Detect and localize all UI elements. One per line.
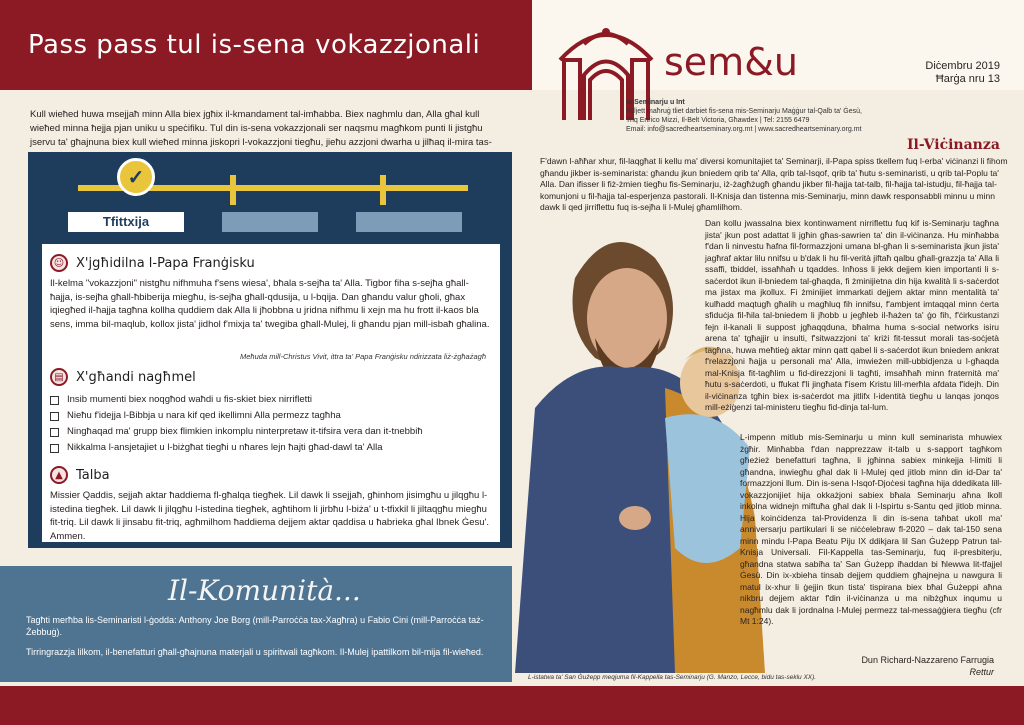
contact-line1: Fuljett maħruġ tliet darbiet fis-sena mis-Seminarju Maġġur tal-Qalb ta' Ġesù, [626, 108, 862, 115]
checklist-item[interactable]: Nieħu f'idejja l-Bibbja u nara kif qed ikellimni Alla permezz tagħha [50, 408, 423, 424]
checkbox[interactable] [50, 428, 59, 437]
checklist-item[interactable]: Insib mumenti biex noqgħod waħdi u fis-skiet biex nirrifletti [50, 392, 423, 408]
book-icon: ▤ [50, 368, 68, 386]
community-section [0, 566, 512, 682]
issue-month: Diċembru 2019 [925, 60, 1000, 72]
header [0, 0, 1024, 90]
community-text [26, 614, 496, 666]
quote-source: Meħuda mill-Christus Vivit, ittra ta' Papa Franġisku ndirizzata liż-żgħażagħ [240, 352, 486, 361]
intro-paragraph: Kull wieħed huwa msejjaħ minn Alla biex jgħix il-kmandament tal-imħabba. Biex naghmlu dan, Alla għal kull wieħed minna ħejja pjan uniku u speċifiku. Tul din is-sena vokazzjonali ser naqsmu magħkom punti li jistgħu jservu ta' għajnuna biex kull wieħed minna jiskopri l-vokazzjoni tiegħu, jieħu azzjoni dwarha u jilħaq il-mira tas- [30, 109, 492, 148]
vicinanza-title: Il-Viċinanza [907, 137, 1000, 153]
contact-org: Is-Seminarju u Int [626, 99, 685, 106]
vicinanza-intro: F'dawn l-aħħar xhur, fil-laqgħat li kellu ma' diversi komunitajiet ta' Seminarji, il-Papa spiss tkellem fuq l-erba' viċinanzi li fihom għandu jikber is-seminarista: għandu jkun bniedem qrib ta' Alla, qrib tal-Isqof, qrib ta' ħutu s-seminaristi, u qrib tal-Poplu ta' Alla. Dan ifisser li fiż-żmien tiegħu fis-Seminarju, iż-żagħżugħ għandu jikber fil-ħajja tat-talb, fil-ħajja tal-istudju, fil-ħajja tal-komunjoni u fil-ħajja tal-esperjenza pastorali. Il-Knisja dan tistenna mis-Seminarju, minn dawk responsabbli minnu u minn dawk li qed jirriflettu fuq is-sejħa li l-Mulej għamlilhom. [540, 156, 1008, 212]
pope-quote-text: Il-kelma "vokazzjoni" nistgħu nifhmuha f'sens wiesa', bħala s-sejħa ta' Alla. Tigbor fiha s-sejħa għall-ħajja, is-sejħa għall-ħbiberija miegħu, is-sejħa għall-qdusija, u l-bqija. Dan għandu valur għoli, għax iqiegħed il-ħajja tagħna kollha quddiem dak Alla li jħobbna u jridna nifhmu li xejn ma hu frott il-kaos bla sens, imma bil-maqlub, kollox jista' jidhol f'mixja ta' twegiba għall-Mulej, li għandu pjan mill-isbaħ għalina. [50, 278, 490, 330]
prayer-section-title: Talba [76, 467, 110, 483]
issue-info [925, 60, 1000, 86]
signature-name: Dun Richard-Nazzareno Farrugia [861, 655, 994, 665]
header-brand-area [532, 0, 1024, 90]
vicinanza-body-1: Dan kollu jwassalna biex kontinwament nirriflettu fuq kif is-Seminarju tagħna jista' jkun post adattat li jgħin għas-sawrien ta' din il-viċinanza. Hu minħabba f'dan li ninvestu ħafna fil-formazzjoni umana bl-għan li s-seminarista jkun jista' jagħraf aktar lilu nnifsu u b'dak li hu fil-verità jiftaħ qalbu għall-grazzja ta' Alla li ssaffi, tbiddel, issaħħaħ u tqaddes. Inħoss li jekk dejjem kien importanti li s-saċerdot ikun il-bniedem tal-għaqda, fi żminijietna din hija kwalità li s-saċerdot ma jistax ma jkollux. Fi żminijiet immarkati dejjem aktar minn mentalità ta' kulħadd maqtugħ għalih u magħluq fih innifsu, f'ambjent imtaqqal minn ċerta sfiduċja fil-ħila tal-bniedem li jħobb u jegħleb il-ħażen ta' ġo fih, f'ċirkustanzi fejn il-kanali li suppost jgħaqqduna, bħalma huma s-social networks isiru arena ta' tgħajjir u insulti, f'sitwazzjoni ta' kriżi fit-tessut morali tas-soċjetà tagħna, huwa meħtieġ aktar minn qatt qabel li s-saċerdot ikun bniedem ankrat f'relazzjoni ħajja u personali ma' Alla, imwieżen mill-ubbidjenza u l-għaqda mal-Knisja fit-tagħlim u fid-direzzjoni li tagħti, imsaħħaħ minn fraternità ma' ħutu s-saċerdoti, u ffukat f'li jingħata f'isem Kristu lill-merħla afdata f'idejh. Din il-viċinanza tgħin biex is-saċerdot ma jitlifx l-identità tiegħu u lanqas jonqos mill-eżiġenzi tal-ministeru tiegħu fid-dinja tal-lum. [705, 218, 999, 412]
checklist-item[interactable]: Nikkalma l-ansjetajiet u l-biżgħat tiegħi u nħares lejn ħajti għad-dawl ta' Alla [50, 440, 423, 456]
track-connector [230, 175, 236, 205]
pope-section [50, 254, 490, 331]
action-checklist [50, 392, 423, 456]
contact-block [626, 98, 862, 134]
contact-line3: Email: info@sacredheartseminary.org.mt | www.sacredheartseminary.org.mt [626, 126, 862, 133]
checklist-item[interactable]: Ningħaqad ma' grupp biex flimkien inkomplu ninterpretaw it-tifsira vera dan it-tnebbiħ [50, 424, 423, 440]
header-banner [0, 0, 532, 90]
vicinanza-body-2: L-impenn mitlub mis-Seminarju u minn kull seminarista mhuwiex żgħir. Minħabba f'dan napprezzaw it-talb u s-sapport tagħkom għeżież benefatturi tagħna, li jgħinna sabiex minkejja l-limiti li għandna, inwiegħu għal dak li l-Mulej qed jitlob minn din id-Dar ta' formazzjoni llum. Din is-sena l-Isqof-Djoċesi tagħna hija ddedikata lill-vokazzjonijiet hija okkażjoni sabiex bħala Seminarju aħna lkoll inkolna widnejn miftuħa għal dak li l-Ispirtu s-Santu qed jitlob minna. Hija koinċidenza tal-Providenza li din is-sena taħbat ukoll ma' anniversarju partikulari li se niċċelebraw fl-2020 – dak tal-150 sena minn mindu l-Papa Beatu Piju IX ddikjara lil San Ġużepp Patrun tal-Knisja Universali. Fil-Kappella tas-Seminarju, fuq il-presbiterju, għandna statwa sabiħa ta' San Ġużepp iħaddan bi ħlewwa lit-tfajjel Ġesù. Din ix-xbieha tinsab dejjem quddiem għajnejna u nawgura li matul ix-xhur li ġejjin tkun tista' tispirana biex bħal Ġużeppi aħna nikbru dejjem aktar f'din il-viċinanza u ma nibżgħux inqumu u nagħmlu dak li jordnalna l-Mulej permezz tal-messaġġiera tiegħu (cfr Mt 1:24). [740, 432, 1002, 626]
community-title: Il-Komunità... [168, 574, 361, 607]
checkbox[interactable] [50, 412, 59, 421]
check-icon: ✓ [117, 158, 155, 196]
action-section [50, 368, 423, 456]
brand-name: sem&u [664, 40, 798, 84]
prayer-text: Missier Qaddis, sejjaħ aktar ħaddiema fl-għalqa tiegħek. Lil dawk li ssejjaħ, għinhom jisimgħu u jilqgħu l-istedina tiegħek. Lil dawk li jilqgħu l-istedina tiegħek, agħtihom li jirbħu l-biża' u t-tfixkil li jiltaqgħu miegħu fit-triq. Lil dawk li jinsabu fit-triq, agħmilhom ħaddiema dejjem aktar qaddisa u ħabrieka għal Ibnek Ġesu'. Ammen. [50, 490, 490, 542]
statue-caption: L-istatwa ta' San Ġużepp meqjuma fil-Kappella tas-Seminarju (G. Manzo, Lecce, bidu tas-seklu XX). [528, 674, 817, 681]
pope-portrait-icon: ☺ [50, 254, 68, 272]
praying-hands-icon: ▲ [50, 466, 68, 484]
page-title: Pass pass tul is-sena vokazzjonali [28, 30, 481, 60]
contact-line2: Triq Enrico Mizzi, Il-Belt Victoria, Għawdex | Tel: 2155 6479 [626, 117, 810, 124]
step-tfittxija: Tfittxija [68, 212, 184, 232]
signature-block [861, 654, 994, 678]
pope-section-title: X'jgħidilna l-Papa Franġisku [76, 255, 255, 271]
action-section-title: X'għandi nagħmel [76, 369, 196, 385]
content-card [42, 244, 500, 542]
track-connector [380, 175, 386, 205]
community-thanks: Tirringrazzja lilkom, il-benefatturi għall-għajnuna materjali u spiritwali tagħkom. Il-Mulej ipattilkom bil-mija fil-wieħed. [26, 647, 484, 657]
prayer-section [50, 466, 490, 543]
issue-number: Ħarġa nru 13 [935, 73, 1000, 85]
step-placeholder [356, 212, 462, 232]
checkbox[interactable] [50, 444, 59, 453]
footer-bar [0, 686, 1024, 725]
community-welcome: Tagħti merħba lis-Seminaristi l-ġodda: Anthony Joe Borg (mill-Parroċċa tax-Xagħra) u Fabio Cini (mill-Parroċċa taż-Żebbuġ). [26, 615, 484, 637]
step-placeholder [222, 212, 318, 232]
signature-role: Rettur [969, 667, 994, 677]
checkbox[interactable] [50, 396, 59, 405]
